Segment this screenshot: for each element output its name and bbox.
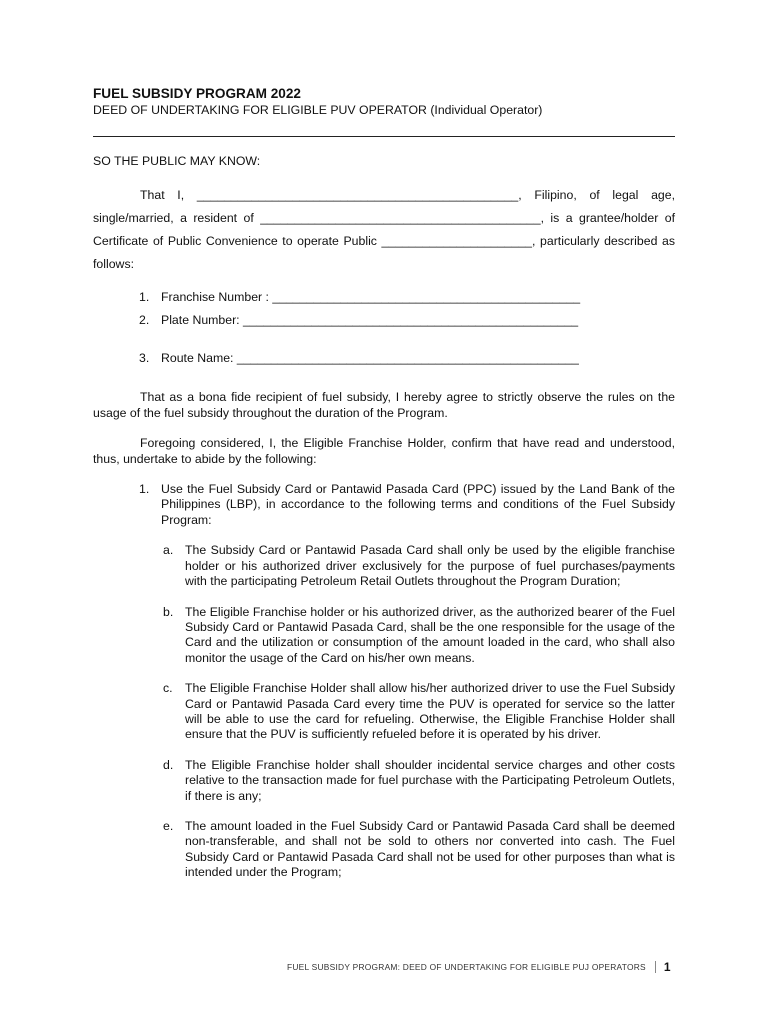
field-text: Route Name: __________________________________________________ (161, 351, 579, 366)
document-title: FUEL SUBSIDY PROGRAM 2022 (93, 86, 301, 101)
vehicle-fields (93, 290, 675, 366)
term-letter: d. (163, 757, 174, 772)
header-divider (93, 136, 675, 137)
undertaking-item-1 (93, 482, 675, 528)
recipient-paragraph: That as a bona fide recipient of fuel subsidy, I hereby agree to strictly observe the rules on the usage of the fuel subsidy throughout the duration of the Program. (93, 390, 675, 420)
term-letter: a. (163, 543, 174, 558)
document-page (93, 86, 675, 881)
term-item-b (93, 605, 675, 667)
field-route-name (93, 351, 675, 366)
page-number: 1 (663, 960, 671, 974)
term-item-e (93, 819, 675, 881)
term-item-a (93, 543, 675, 589)
field-number: 1. (139, 290, 150, 305)
intro-paragraph: That I, _______________________________________________, Filipino, of legal age, single/married, a resident of _________________________________________, is a grantee/holder of Certificate of Public Convenience to operate Public ______________________, particularly described as follows: (93, 188, 675, 271)
field-plate-number (93, 313, 675, 328)
footer-divider (655, 961, 656, 973)
foregoing-paragraph: Foregoing considered, I, the Eligible Franchise Holder, confirm that have read and understood, thus, undertake to abide by the following: (93, 436, 675, 466)
term-text: The Eligible Franchise Holder shall allow his/her authorized driver to use the Fuel Subsidy Card or Pantawid Pasada Card every time the PUV is operated for service so the latter will be able to use the card for refueling. Otherwise, the Eligible Franchise Holder shall ensure that the PUV is sufficiently refueled before it is operated by his driver. (185, 681, 675, 742)
item-text: Use the Fuel Subsidy Card or Pantawid Pasada Card (PPC) issued by the Land Bank of the Philippines (LBP), in accordance to the following terms and conditions of the Fuel Subsidy Program: (161, 482, 675, 527)
page-footer (287, 960, 687, 974)
salutation: SO THE PUBLIC MAY KNOW: (93, 154, 261, 168)
term-letter: e. (163, 818, 174, 833)
field-number: 3. (139, 351, 150, 366)
term-text: The Eligible Franchise holder shall shoulder incidental service charges and other costs relative to the transaction made for fuel purchase with the Participating Petroleum Outlets, if there is any; (185, 757, 675, 803)
item-number: 1. (139, 482, 150, 497)
term-letter: b. (163, 604, 174, 619)
terms-sublist (93, 543, 675, 880)
term-letter: c. (163, 681, 173, 696)
document-subtitle: DEED OF UNDERTAKING FOR ELIGIBLE PUV OPERATOR (Individual Operator) (93, 103, 543, 117)
field-text: Plate Number: _________________________________________________ (161, 312, 579, 327)
term-item-d (93, 758, 675, 804)
term-text: The amount loaded in the Fuel Subsidy Card or Pantawid Pasada Card shall be deemed non-transferable, and shall not be sold to others nor converted into cash. The Fuel Subsidy Card or Pantawid Pasada Card shall not be used for other purposes than what is intended under the Program; (185, 818, 675, 880)
field-number: 2. (139, 312, 150, 327)
footer-text: FUEL SUBSIDY PROGRAM: DEED OF UNDERTAKING FOR ELIGIBLE PUJ OPERATORS (287, 962, 646, 972)
field-text: Franchise Number : _____________________________________________ (161, 290, 581, 305)
term-text: The Eligible Franchise holder or his authorized driver, as the authorized bearer of the Fuel Subsidy Card or Pantawid Pasada Card, shall be the one responsible for the usage of the Card and the utilization or consumption of the amount loaded in the card, who shall also monitor the usage of the Card on his/her own means. (185, 604, 675, 665)
term-item-c (93, 681, 675, 743)
term-text: The Subsidy Card or Pantawid Pasada Card shall only be used by the eligible franchise holder or his authorized driver exclusively for the purpose of fuel purchases/payments with the participating Petroleum Retail Outlets throughout the Program Duration; (185, 543, 675, 589)
field-franchise-number (93, 290, 675, 305)
undertakings-list (93, 482, 675, 528)
